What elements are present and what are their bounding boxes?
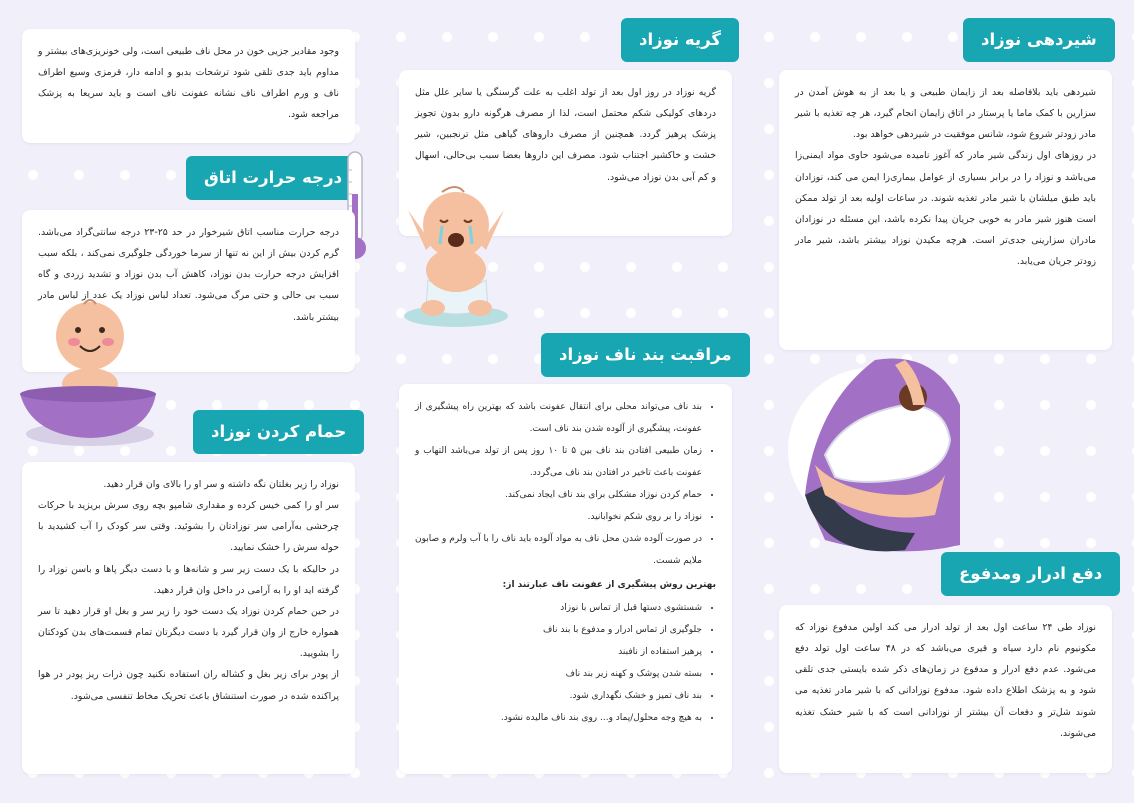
- excretion-card: [779, 605, 1112, 773]
- umbilical-continued-paragraph: وجود مقادیر جزیی خون در محل ناف طبیعی است، ولی خونریزی‌های بیشتر و مداوم باید جدی تلقی شود ترشحات بدبو و ادامه دار، قرمزی وسیع اطراف ناف و ورم اطراف ناف نشانه عفونت ناف است و باید سریعا به پزشک مراجعه شود.: [38, 46, 339, 121]
- list-item: • در صورت آلوده شدن محل ناف به مواد آلوده باید ناف را با آب ولرم و صابون ملایم شست.: [415, 528, 702, 572]
- list-item: • حمام کردن نوزاد مشکلی برای بند ناف ایجاد نمی‌کند.: [415, 484, 702, 506]
- bathing-paragraph-4: در حین حمام کردن نوزاد یک دست خود را زیر سر و بغل او قرار دهید تا سر همواره خارج از وان قرار گیرد با دست دیگرتان تمام قسمت‌های بدن کودکتان را بشویید.: [38, 605, 339, 660]
- bathing-paragraph-1: نوزاد را زیر بغلتان نگه داشته و سر او را بالای وان قرار دهید.: [103, 479, 339, 490]
- bathing-paragraph-3: در حالیکه با یک دست زیر سر و شانه‌ها و با دست دیگر پاها و باسن نوزاد را گرفته اید او را به آرامی در داخل وان قرار دهید.: [38, 563, 339, 596]
- umbilical-title: مراقبت بند ناف نوزاد: [541, 333, 750, 377]
- umbilical-continued-card: [22, 29, 355, 143]
- bathing-title: حمام کردن نوزاد: [193, 410, 364, 454]
- room-temperature-title: درجه حرارت اتاق: [186, 156, 360, 200]
- excretion-paragraph: نوزاد طی ۲۴ ساعت اول بعد از تولد ادرار می کند اولین مدفوع نوزاد که مکونیوم نام دارد سیاه و قیری می‌باشد که در ۴۸ ساعت اول تولد دفع می‌شود. عدم دفع ادرار و مدفوع در زمان‌های ذکر شده بایستی جدی تلقی شود و به پزشک اطلاع داده شود. مدفوع نوزادانی که با شیر مادر تغذیه می شوند شل‌تر و دفعات آن بیشتر از نوزادانی است که با شیر خشک تغذیه می‌شوند.: [795, 622, 1096, 739]
- list-item: • جلوگیری از تماس ادرار و مدفوع با بند ناف: [415, 619, 702, 641]
- list-item: • بسته شدن پوشک و کهنه زیر بند ناف: [415, 663, 702, 685]
- prevention-list: [415, 597, 716, 729]
- breastfeeding-paragraph-2: در روزهای اول زندگی شیر مادر که آغوز نامیده می‌شود حاوی مواد ایمنی‌زا می‌باشد و نوزاد را در برابر بسیاری از عوامل بیماری‌زا ایمن می کند، نوزادان باید طبق میلشان با شیر مادر تغذیه شوند. در ساعات اولیه بعد از تولد ممکن است هنوز شیر مادر به خوبی جریان پیدا نکرده باشد، این مسئله در نوزادان مادران سزارینی جدی‌تر است. هرچه مکیدن نوزاد بیشتر باشد، شیر مادر زودتر جریان می‌یابد.: [795, 150, 1096, 268]
- crying-baby-icon: [398, 170, 516, 330]
- excretion-title: دفع ادرار ومدفوع: [941, 552, 1120, 596]
- bathing-paragraph-5: از پودر برای زیر بغل و کشاله ران استفاده نکنید چون ذرات ریز پودر در هوا پراکنده شده در صورت استنشاق باعث تحریک مخاط تنفسی می‌شود.: [38, 669, 339, 702]
- room-temperature-paragraph: درجه حرارت مناسب اتاق شیرخوار در حد ۲۵-۲۳ درجه سانتی‌گراد می‌باشد. گرم کردن بیش از این نه تنها از سرما خوردگی جلوگیری نمی‌کند ، بلکه سبب افزایش درجه حرارت بدن نوزاد، کاهش آب بدن نوزاد و تشدید زردی و گاه سبب بی حالی و حتی مرگ می‌شود. تعداد لباس نوزاد یک عدد از لباس مادر بیشتر باشد.: [38, 227, 340, 323]
- baby-in-tub-icon: [18, 286, 158, 448]
- crying-title: گریه نوزاد: [621, 18, 739, 62]
- list-item: • نوزاد را بر روی شکم نخوابانید.: [415, 506, 702, 528]
- umbilical-card: [399, 384, 732, 774]
- breastfeeding-title: شیردهی نوزاد: [963, 18, 1115, 62]
- list-item: • شستشوی دستها قبل از تماس با نوزاد: [415, 597, 702, 619]
- list-item: • بند ناف تمیز و خشک نگهداری شود.: [415, 685, 702, 707]
- bathing-card: [22, 462, 355, 774]
- umbilical-bullets: [415, 396, 716, 572]
- bathing-paragraph-2: سر او را کمی خیس کرده و مقداری شامپو بچه روی سرش بریزید با حرکات چرخشی به‌آرامی سر نوزادتان را بشوئید. وقتی سر کودک را آب کشیدید با حوله سرش را خشک نمایید.: [38, 500, 339, 554]
- list-item: • بند ناف می‌تواند محلی برای انتقال عفونت باشد که بهترین راه پیشگیری از عفونت، پیشگیری از آلوده شدن بند ناف است.: [415, 396, 702, 440]
- crying-paragraph: گریه نوزاد در روز اول بعد از تولد اغلب به علت گرسنگی یا سایر علل مثل دردهای کولیکی شکم محتمل است، لذا از مصرف هرگونه دارو بدون تجویز پزشک پرهیز گردد. همچنین از مصرف داروهای گیاهی مثل ترنجبین، شیر خشت و خاکشیر اجتناب شود. مصرف این داروها بعضا سبب بی‌حالی، اسهال و کم آبی بدن نوزاد می‌شود.: [415, 87, 716, 183]
- breastfeeding-paragraph-1: شیردهی باید بلافاصله بعد از زایمان طبیعی و یا بعد از به هوش آمدن در سزارین با کمک ماما یا پرستار در اتاق زایمان انجام گیرد، هر چه تغذیه با شیر مادر زودتر شروع شود، شانس موفقیت در شیردهی خواهد بود.: [795, 87, 1096, 141]
- breastfeeding-mother-icon: [785, 345, 965, 565]
- list-item: • پرهیز استفاده از نافبند: [415, 641, 702, 663]
- list-item: • به هیچ وجه محلول/پماد و... روی بند ناف مالیده نشود.: [415, 707, 702, 729]
- list-item: • زمان طبیعی افتادن بند ناف بین ۵ تا ۱۰ روز پس از تولد می‌باشد التهاب و عفونت باعث تاخیر در افتادن بند ناف می‌گردد.: [415, 440, 702, 484]
- prevention-heading: بهترین روش پیشگیری از عفونت ناف عبارتند از:: [502, 580, 716, 591]
- breastfeeding-card: [779, 70, 1112, 350]
